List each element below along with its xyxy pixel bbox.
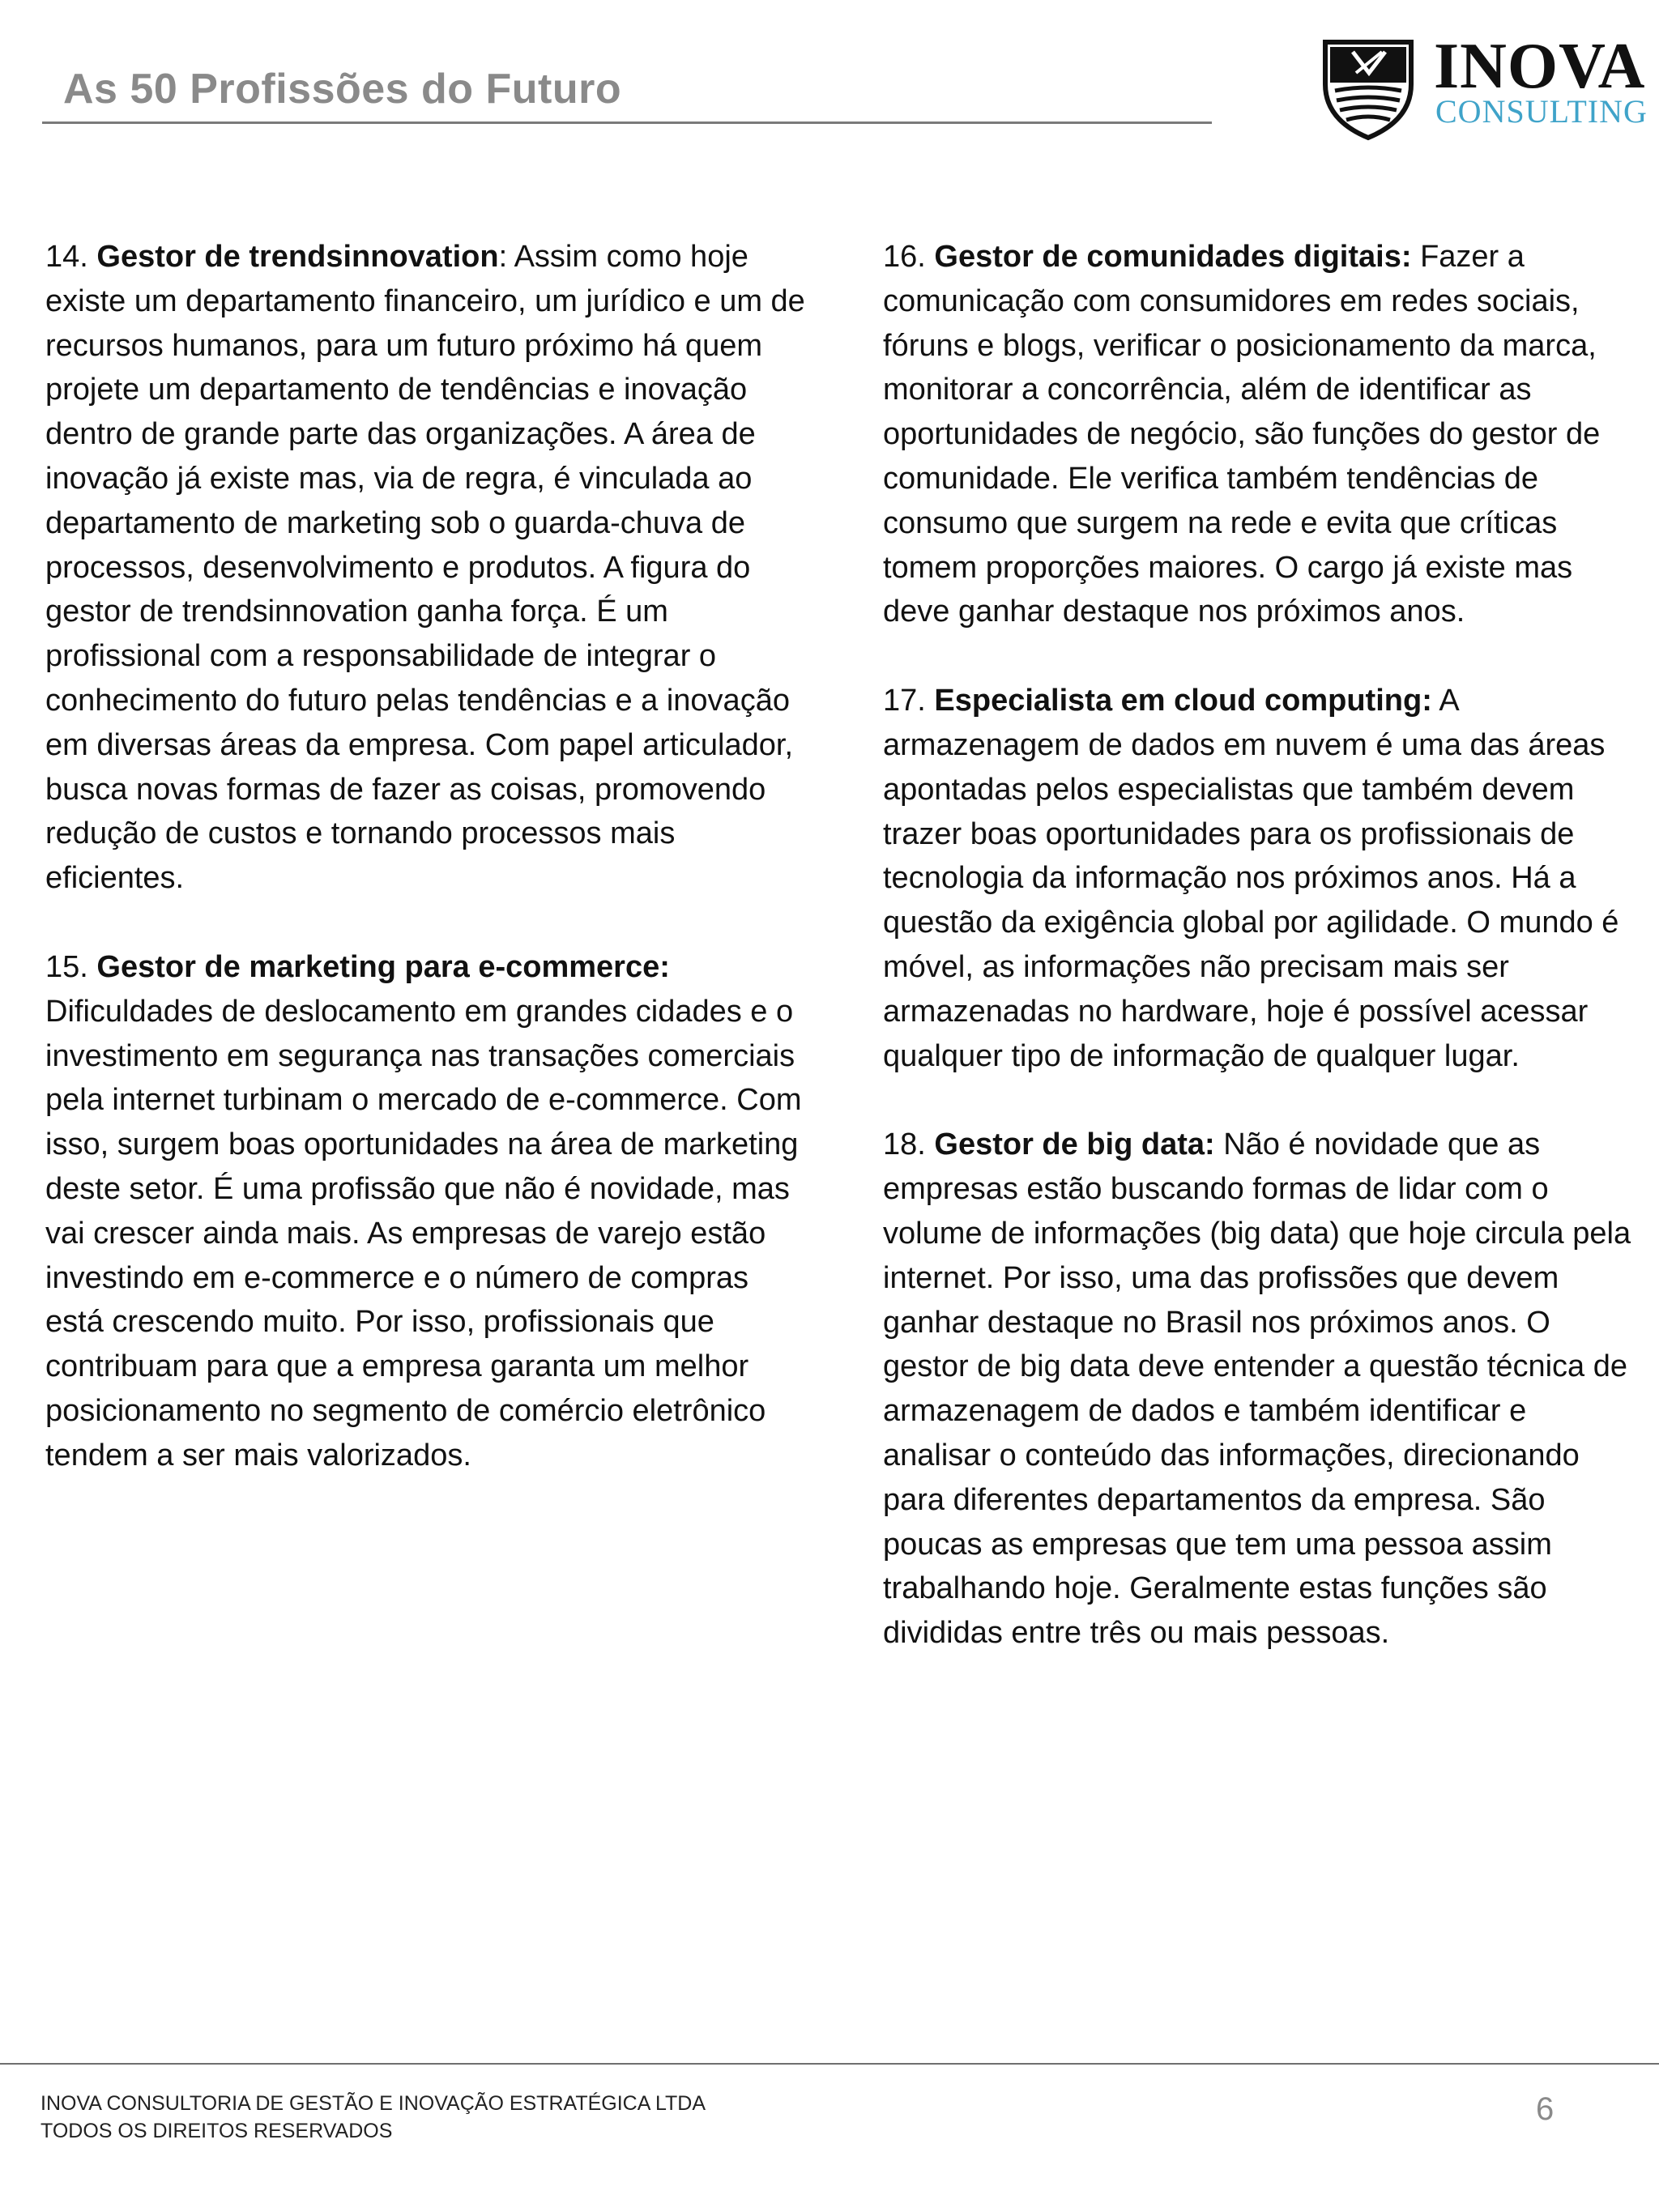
right-column [883, 235, 1632, 1700]
item-number: 18. [883, 1127, 926, 1162]
item-number: 14. [45, 240, 88, 274]
item-body: Dificuldades de deslocamento em grandes cidades e o investimento em segurança nas transações comerciais pela internet turbinam o mercado de e-commerce. Com isso, surgem boas oportunidades na área de marketing deste setor. É uma profissão que não é novidade, mas vai crescer ainda mais. As empresas de varejo estão investindo em e-commerce e o número de compras está crescendo muito. Por isso, profissionais que contribuam para que a empresa garanta um melhor posicionamento no segmento de comércio eletrônico tendem a ser mais valorizados. [45, 994, 802, 1473]
header-divider [42, 121, 1212, 124]
item-body: A armazenagem de dados em nuvem é uma das áreas apontadas pelos especialistas que também devem trazer boas oportunidades para os profissionais de tecnologia da informação nos próximos anos. Há a questão da exigência global por agilidade. O mundo é móvel, as informações não precisam mais ser armazenadas no hardware, hoje é possível acessar qualquer tipo de informação de qualquer lugar. [883, 684, 1619, 1073]
item-heading: Especialista em cloud computing: [934, 684, 1432, 718]
logo-subtitle: CONSULTING [1435, 93, 1648, 130]
item-heading: Gestor de big data: [934, 1127, 1215, 1162]
page-number: 6 [1536, 2091, 1555, 2127]
item-body: Fazer a comunicação com consumidores em redes sociais, fóruns e blogs, verificar o posicionamento da marca, monitorar a concorrência, além de identificar as oportunidades de negócio, são funções do gestor de comunidade. Ele verifica também tendências de consumo que surgem na rede e evita que críticas tomem proporções maiores. O cargo já existe mas deve ganhar destaque nos próximos anos. [883, 240, 1601, 629]
left-column [45, 235, 807, 1523]
shield-logo-icon [1320, 37, 1416, 141]
footer-rights: TODOS OS DIREITOS RESERVADOS [41, 2120, 393, 2142]
item-number: 16. [883, 240, 926, 274]
profession-item [883, 1123, 1632, 1656]
item-body: Não é novidade que as empresas estão buscando formas de lidar com o volume de informações (big data) que hoje circula pela internet. Por isso, uma das profissões que devem ganhar destaque no Brasil nos próximos anos. O gestor de big data deve entender a questão técnica de armazenagem de dados e também identificar e analisar o conteúdo das informações, direcionando para diferentes departamentos da empresa. São poucas as empresas que tem uma pessoa assim trabalhando hoje. Geralmente estas funções são divididas entre três ou mais pessoas. [883, 1127, 1631, 1651]
footer-copyright [41, 2090, 706, 2145]
footer-company: INOVA CONSULTORIA DE GESTÃO E INOVAÇÃO ESTRATÉGICA LTDA [41, 2092, 706, 2115]
profession-item [883, 679, 1632, 1078]
logo-wordmark: INOVA [1434, 31, 1646, 102]
profession-item [883, 235, 1632, 634]
company-logo [1320, 31, 1648, 143]
footer-divider [0, 2063, 1659, 2065]
item-heading: Gestor de trendsinnovation [96, 240, 499, 274]
profession-item [45, 945, 807, 1478]
profession-item [45, 235, 807, 901]
item-heading: Gestor de marketing para e-commerce: [96, 949, 670, 984]
item-number: 15. [45, 949, 88, 984]
item-body: : Assim como hoje existe um departamento financeiro, um jurídico e um de recursos humanos, para um futuro próximo há quem projete um departamento de tendências e inovação dentro de grande parte das organizações. A área de inovação já existe mas, via de regra, é vinculada ao departamento de marketing sob o guarda-chuva de processos, desenvolvimento e produtos. A figura do gestor de trendsinnovation ganha força. É um profissional com a responsabilidade de integrar o conhecimento do futuro pelas tendências e a inovação em diversas áreas da empresa. Com papel articulador, busca novas formas de fazer as coisas, promovendo redução de custos e tornando processos mais eficientes. [45, 240, 805, 896]
page-title: As 50 Profissões do Futuro [63, 66, 622, 113]
item-number: 17. [883, 684, 926, 718]
item-heading: Gestor de comunidades digitais: [934, 240, 1412, 274]
